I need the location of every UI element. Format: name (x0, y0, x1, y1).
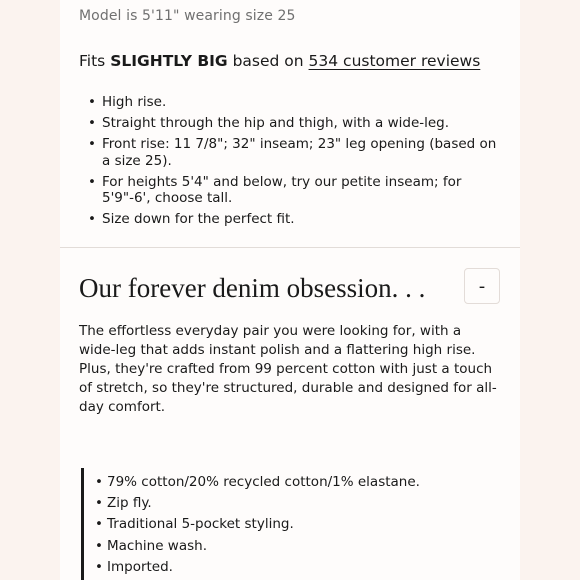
fit-middle: based on (227, 52, 309, 70)
bullet: • (95, 558, 103, 575)
bullet: • (88, 173, 96, 190)
bullet: • (95, 537, 103, 554)
list-item (88, 174, 508, 207)
list-item (88, 94, 508, 111)
fit-detail-text: Size down for the perfect fit. (102, 211, 295, 227)
spec-text: Zip fly. (107, 495, 152, 512)
list-item (95, 514, 420, 535)
bullet: • (95, 516, 103, 533)
bullet: • (88, 115, 96, 131)
list-item (95, 536, 420, 557)
material-specs-list (95, 472, 420, 578)
list-item (88, 115, 508, 132)
customer-reviews-link[interactable]: 534 customer reviews (308, 52, 481, 70)
fit-detail-text: Straight through the hip and thigh, with a wide-leg. (102, 115, 450, 131)
fit-rating: SLIGHTLY BIG (110, 52, 228, 70)
spec-text: Machine wash. (107, 537, 207, 554)
fit-details-list (88, 94, 508, 232)
bullet: • (88, 94, 96, 110)
model-size-note: Model is 5'11" wearing size 25 (79, 8, 296, 24)
bullet: • (95, 495, 103, 512)
fit-detail-text: High rise. (102, 94, 167, 110)
collapse-button[interactable] (464, 268, 500, 304)
bullet: • (88, 211, 96, 227)
section-title: Our forever denim obsession. . . (79, 273, 426, 303)
fit-detail-text: For heights 5'4" and below, try our petite inseam; for 5'9"-6', choose tall. (102, 173, 462, 206)
bullet: • (95, 474, 103, 490)
spec-text: Imported. (107, 558, 173, 575)
list-item (95, 557, 420, 578)
list-item (88, 211, 508, 228)
section-divider (60, 247, 520, 248)
list-item (95, 493, 420, 514)
fit-prefix: Fits (79, 52, 111, 70)
product-description: The effortless everyday pair you were looking for, with a wide-leg that adds instant polish and a flattering high rise. Plus, they're crafted from 99 percent cotton with just a touch of stretch, so they're structured, durable and designed for all-day comfort. (79, 323, 497, 415)
spec-text: 79% cotton/20% recycled cotton/1% elastane. (107, 474, 420, 490)
spec-text: Traditional 5-pocket styling. (107, 516, 294, 533)
fit-detail-text: Front rise: 11 7/8"; 32" inseam; 23" leg opening (based on a size 25). (102, 136, 497, 169)
minus-icon: - (478, 275, 486, 297)
list-item (88, 136, 508, 169)
fit-summary (79, 52, 480, 70)
bullet: • (88, 136, 96, 152)
spec-accent-rule (81, 468, 84, 580)
list-item (95, 472, 420, 493)
